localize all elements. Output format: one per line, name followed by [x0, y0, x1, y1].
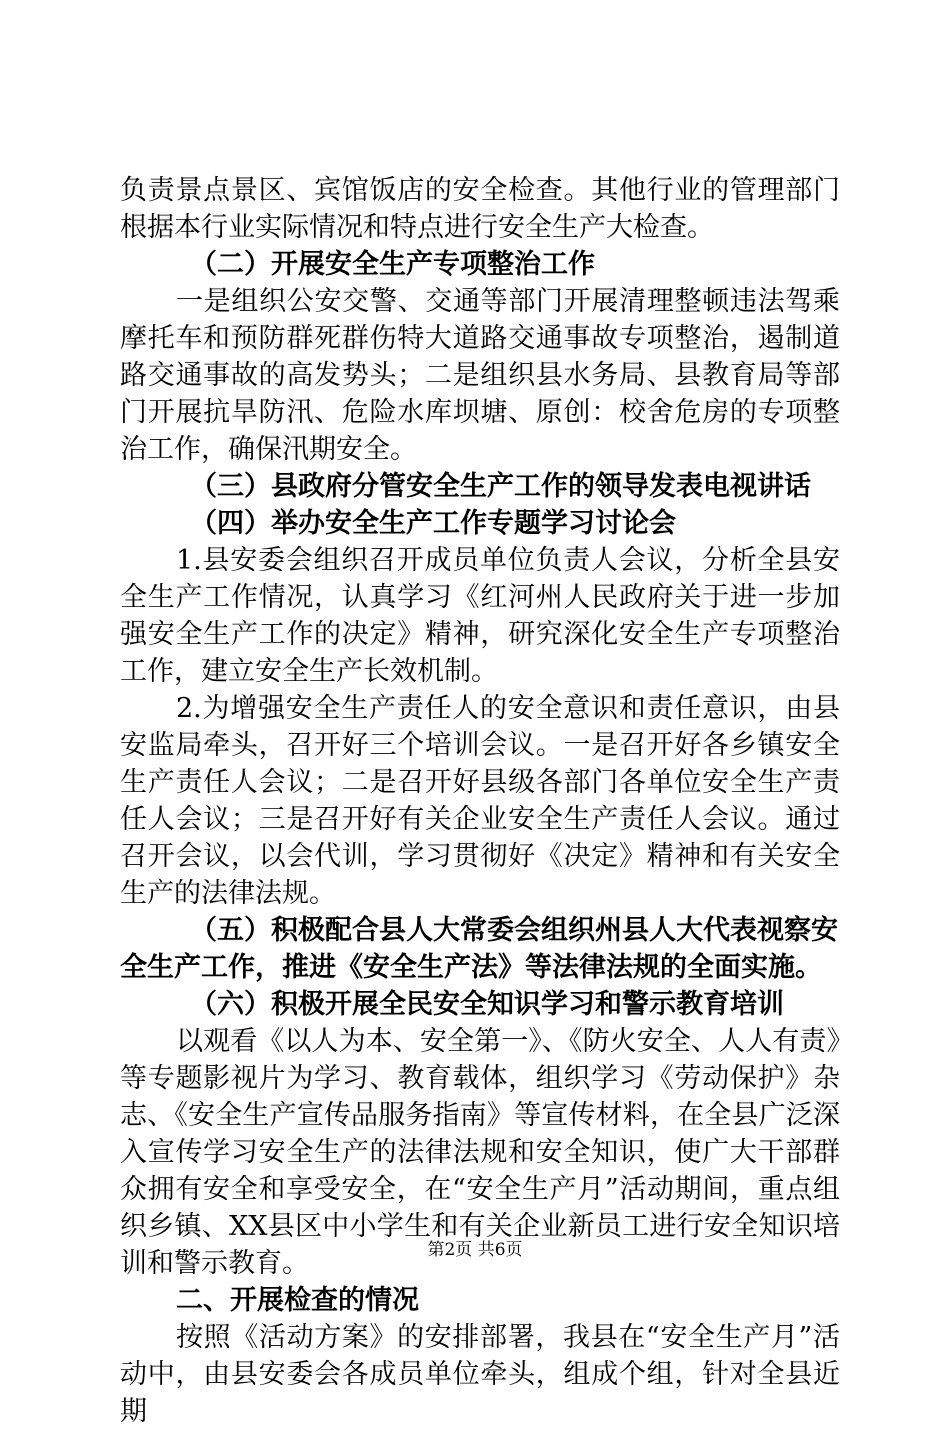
paragraph-4: 2.为增强安全生产责任人的安全意识和责任意识，由县安监局牵头，召开好三个培训会议。一是召开好各乡镇安全生产责任人会议；二是召开好县级各部门各单位安全生产责任人会议；三是召开好有关企业安全生产责任人会议。通过召开会议，以会代训，学习贯彻好《决定》精神和有关安全生产的法律法规。	[120, 693, 840, 909]
section-heading-3: （三）县政府分管安全生产工作的领导发表电视讲话	[190, 471, 811, 502]
section-heading-4: （四）举办安全生产工作专题学习讨论会	[190, 508, 676, 539]
paragraph-5: 以观看《以人为本、安全第一》、《防火安全、人人有责》等专题影视片为学习、教育载体，组织学习《劳动保护》杂志、《安全生产宣传品服务指南》等宣传材料，在全县广泛深入宣传学习安全生产的法律法规和安全知识，使广大干部群众拥有安全和享受安全，在“安全生产月”活动期间，重点组织乡镇、XX县区中小学生和有关企业新员工进行安全知识培训和警示教育。	[120, 1026, 840, 1279]
section-heading-6: （六）积极开展全民安全知识学习和警示教育培训	[190, 989, 784, 1020]
section-heading-5: （五）积极配合县人大常委会组织州县人大代表视察安全生产工作，推进《安全生产法》等法律法规的全面实施。	[120, 915, 838, 983]
page-footer: 第2页 共6页	[427, 1240, 523, 1260]
section-heading-two: 二、开展检查的情况	[176, 1285, 419, 1316]
paragraph-3: 1.县安委会组织召开成员单位负责人会议，分析全县安全生产工作情况，认真学习《红河州人民政府关于进一步加强安全生产工作的决定》精神，研究深化安全生产专项整治工作，建立安全生产长效机制。	[120, 545, 840, 687]
section-heading-2: （二）开展安全生产专项整治工作	[190, 249, 595, 280]
paragraph-1: 负责景点景区、宾馆饭店的安全检查。其他行业的管理部门根据本行业实际情况和特点进行安全生产大检查。	[120, 175, 840, 243]
paragraph-2: 一是组织公安交警、交通等部门开展清理整顿违法驾乘摩托车和预防群死群伤特大道路交通事故专项整治，遏制道路交通事故的高发势头；二是组织县水务局、县教育局等部门开展抗旱防汛、危险水库坝塘、原创：校舍危房的专项整治工作，确保汛期安全。	[120, 286, 840, 465]
paragraph-6: 按照《活动方案》的安排部署，我县在“安全生产月”活动中，由县安委会各成员单位牵头，组成个组，针对全县近期	[120, 1322, 840, 1427]
